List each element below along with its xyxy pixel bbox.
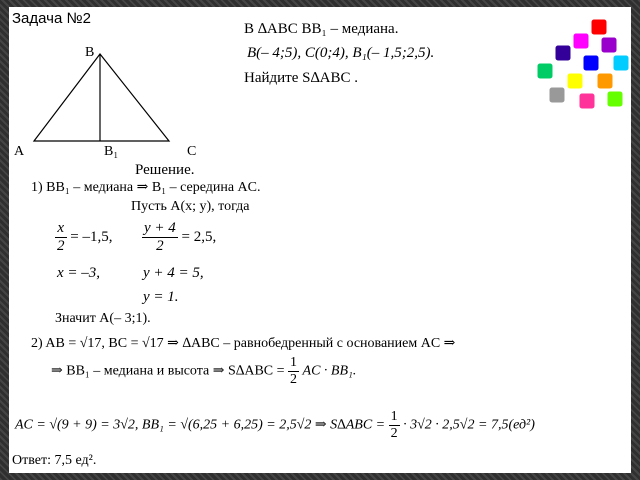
- vertex-label-a: A: [14, 144, 25, 159]
- solution-step-1: 1) BB₁ – медиана ⇒ B₁ – середина AC.: [31, 180, 261, 195]
- area-frac-den: 2: [290, 372, 298, 387]
- x-value: x = –3,: [57, 265, 101, 281]
- vertex-label-b1: B₁: [104, 144, 119, 159]
- solution-heading: Решение.: [135, 162, 195, 178]
- cube-icon: [597, 73, 613, 89]
- find-area: Найдите S∆ABC .: [244, 70, 359, 86]
- equation-x: [55, 220, 112, 255]
- eq-x-rhs: = –1,5,: [70, 228, 113, 245]
- calc-part-2: · 3√2 · 2,5√2 = 7,5(ед²): [403, 417, 535, 433]
- given-line-2: B(– 4;5), C(0;4), B₁(– 1,5;2,5).: [247, 45, 435, 61]
- cube-icon: [607, 91, 623, 107]
- eq-y-numerator: y + 4: [144, 220, 176, 236]
- median-height-text: ⇒ BB₁ – медиана и высота ⇒ S∆ABC =: [51, 363, 285, 379]
- decorative-cubes: [529, 15, 629, 127]
- triangle-abc: [34, 54, 169, 141]
- eq-x-numerator: x: [55, 220, 67, 238]
- calc-frac-num: 1: [390, 409, 398, 424]
- cube-icon: [591, 19, 607, 35]
- cube-icon: [537, 63, 553, 79]
- let-statement: Пусть A(x; y), тогда: [131, 199, 250, 214]
- cube-icon: [567, 73, 583, 89]
- equation-y: [142, 220, 216, 255]
- cube-icon: [573, 33, 589, 49]
- cube-icon: [583, 55, 599, 71]
- slide: [9, 7, 631, 473]
- solution-step-2: 2) AB = √17, BC = √17 ⇒ ∆ABC – равнобедренный с основанием AC ⇒: [31, 336, 456, 351]
- calculation-line: [15, 409, 535, 442]
- answer-label: Ответ:: [12, 453, 51, 468]
- eq-y-rhs: = 2,5,: [181, 228, 217, 245]
- y-plus-four: y + 4 = 5,: [143, 265, 204, 281]
- point-a-result: Значит A(– 3;1).: [55, 311, 151, 326]
- vertex-label-c: C: [187, 144, 197, 159]
- answer-line: [12, 453, 96, 469]
- cube-icon: [555, 45, 571, 61]
- cube-icon: [601, 37, 617, 53]
- task-title: Задача №2: [12, 10, 91, 27]
- given-line-1: В ∆ABC BB₁ – медиана.: [244, 21, 399, 37]
- eq-y-denominator: 2: [156, 238, 164, 254]
- eq-x-denominator: 2: [57, 238, 65, 254]
- y-value: y = 1.: [143, 289, 179, 305]
- cube-icon: [549, 87, 565, 103]
- median-height-line: [51, 355, 356, 388]
- answer-value: 7,5 ед².: [54, 453, 97, 468]
- area-frac-num: 1: [290, 355, 298, 370]
- cube-icon: [579, 93, 595, 109]
- vertex-label-b: B: [85, 45, 95, 60]
- area-formula: AC · BB₁.: [302, 363, 357, 379]
- cube-icon: [613, 55, 629, 71]
- calc-part-1: AC = √(9 + 9) = 3√2, BB₁ = √(6,25 + 6,25) = 2,5√2 ⇒ S∆ABC =: [15, 417, 386, 433]
- calc-frac-den: 2: [390, 426, 398, 441]
